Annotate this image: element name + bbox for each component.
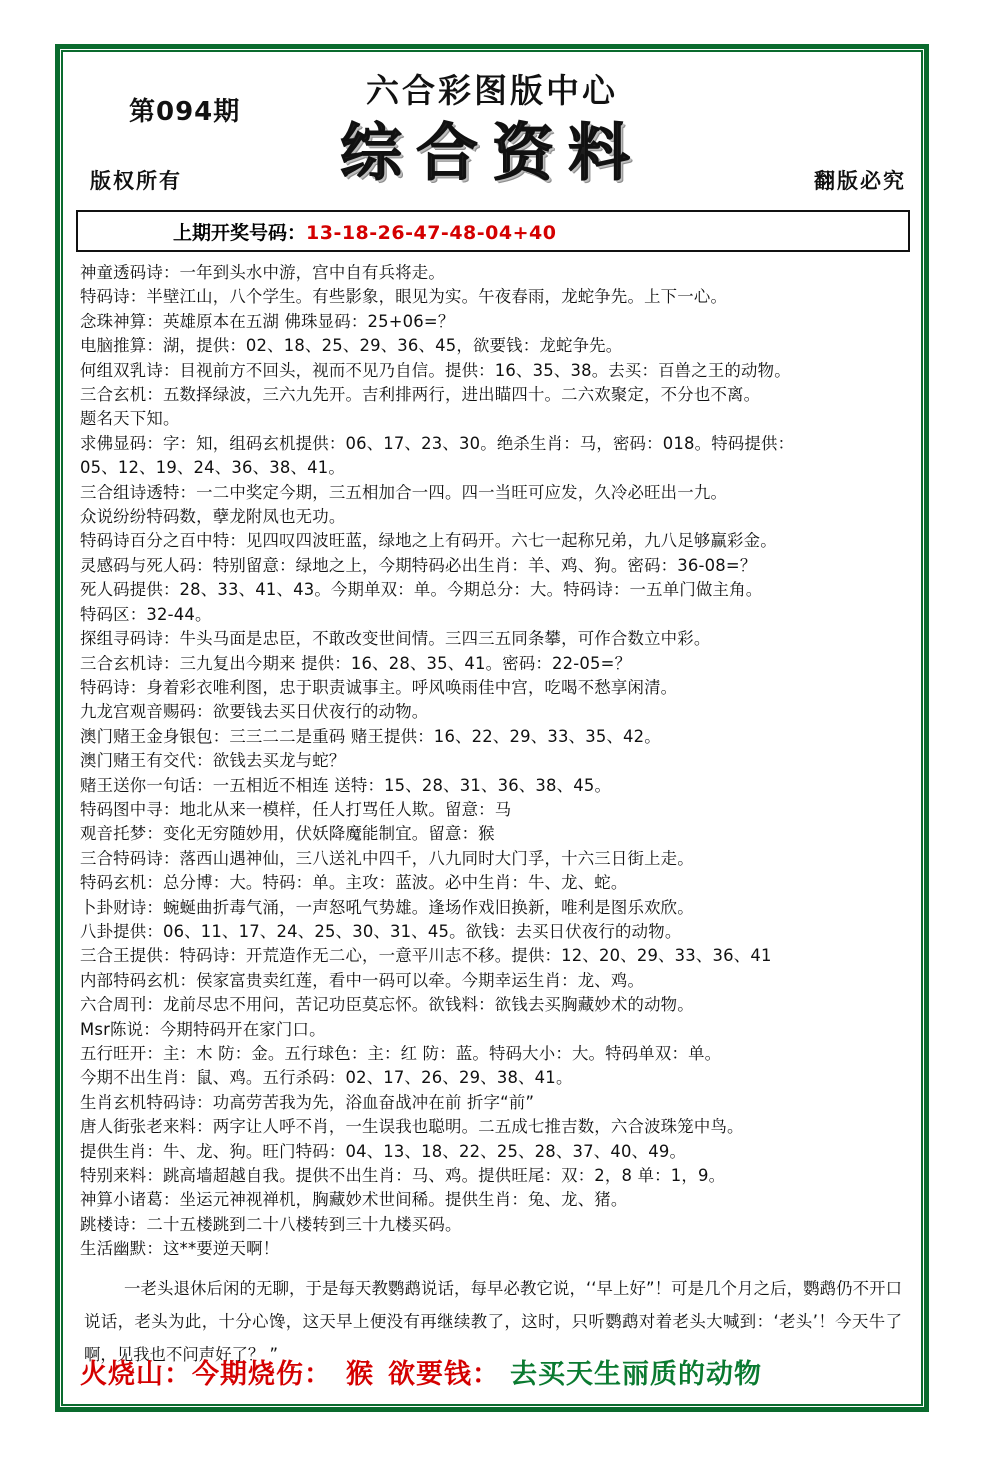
footer-part-4: 欲要钱： <box>388 1359 500 1390</box>
draw-result-numbers: 13-18-26-47-48-04+40 <box>306 221 557 244</box>
content-line: 提供生肖：牛、龙、狗。旺门特码：04、13、18、22、25、28、37、40、49。 <box>80 1141 687 1161</box>
content-line: 澳门赌王有交代：欲钱去买龙与蛇？ <box>80 751 346 771</box>
content-line: 众说纷纷特码数，孽龙附凤也无功。 <box>80 507 346 527</box>
content-line: 三合玄机：五数择绿波，三六九先开。吉利排两行，进出瞄四十。二六欢聚定，不分也不离。 <box>80 385 761 405</box>
content-line: 特码诗：身着彩衣唯利图，忠于职责诚事主。呼风唤雨佳中宫，吃喝不愁享闲清。 <box>80 677 678 697</box>
content-line: 求佛显码：字：知，组码玄机提供：06、17、23、30。绝杀生肖：马，密码：018。特码提供： <box>80 433 795 453</box>
content-line: 三合王提供：特码诗：开荒造作无二心，一意平川志不移。提供：12、20、29、33、36、41 <box>80 946 772 966</box>
content-line: 神童透码诗：一年到头水中游，宫中自有兵将走。 <box>80 263 445 282</box>
content-line: 特码图中寻：地北从来一模样，任人打骂任人欺。留意：马 <box>80 799 512 819</box>
content-line: 特码诗：半壁江山，八个学生。有些影象，眼见为实。午夜春雨，龙蛇争先。上下一心。 <box>80 287 728 307</box>
content-line: 电脑推算：湖，提供：02、18、25、29、36、45，欲要钱：龙蛇争先。 <box>80 336 623 356</box>
page-content <box>66 55 918 1401</box>
content-line: 何组双乳诗：目视前方不回头，视而不见乃自信。提供：16、35、38。去买：百兽之王的动物。 <box>80 360 791 380</box>
site-title: 六合彩图版中心 <box>366 71 618 110</box>
content-line: 念珠神算：英雄原本在五湖 佛珠显码：25+06=？ <box>80 311 455 331</box>
content-line: Msr陈说：今期特码开在家门口。 <box>80 1019 326 1039</box>
footer-part-3: 猴 <box>346 1359 374 1390</box>
draw-result-label: 上期开奖号码： <box>173 221 307 244</box>
content-line: 特码诗百分之百中特：见四叹四波旺蓝，绿地之上有码开。六七一起称兄弟，九八足够赢彩金。 <box>80 531 777 551</box>
content-line: 六合周刊：龙前尽忠不用问，苦记功臣莫忘怀。欲钱料：欲钱去买胸藏妙术的动物。 <box>80 995 694 1015</box>
copyright-notice: 版权所有 <box>90 169 182 193</box>
content-line: 生肖玄机特码诗：功高劳苦我为先，浴血奋战冲在前 折字“前” <box>80 1092 535 1112</box>
footer-part-2: 今期烧伤： <box>192 1359 332 1390</box>
content-line: 三合组诗透特：一二中奖定今期，三五相加合一四。四一当旺可应发，久冷必旺出一九。 <box>80 482 728 502</box>
content-line: 五行旺开：主：木 防：金。五行球色：主：红 防：蓝。特码大小：大。特码单双：单。 <box>80 1044 722 1063</box>
content-line: 澳门赌王金身银包：三三二二是重码 赌王提供：16、22、29、33、35、42。 <box>80 726 661 746</box>
content-line: 神算小诸葛：坐运元神视禅机，胸藏妙术世间稀。提供生肖：兔、龙、猪。 <box>80 1190 628 1210</box>
content-line: 三合特码诗：落西山遇神仙，三八送礼中四千，八九同时大门孚，十六三日街上走。 <box>80 848 694 868</box>
draw-result-box <box>76 210 910 252</box>
content-line: 跳楼诗：二十五楼跳到二十八楼转到三十九楼买码。 <box>80 1214 462 1234</box>
content-line: 八卦提供：06、11、17、24、25、30、31、45。欲钱：去买日伏夜行的动物。 <box>80 921 682 941</box>
reprint-notice: 翻版必究 <box>814 169 906 193</box>
content-line: 赌王送你一句话：一五相近不相连 送特：15、28、31、36、38、45。 <box>80 775 612 795</box>
page-header <box>66 55 918 210</box>
content-line: 灵感码与死人码：特别留意：绿地之上，今期特码必出生肖：羊、鸡、狗。密码：36-08=？ <box>80 555 757 575</box>
footer-banner <box>80 1352 908 1391</box>
content-line: 观音托梦：变化无穷随妙用，伏妖降魔能制宜。留意：猴 <box>80 824 495 844</box>
content-line: 题名天下知。 <box>80 409 180 429</box>
content-line: 特码区：32-44。 <box>80 604 212 624</box>
content-line: 05、12、19、24、36、38、41。 <box>80 458 345 478</box>
content-line: 卜卦财诗：蜿蜒曲折毒气涌，一声怒吼气势雄。逢场作戏旧换新，唯利是图乐欢欣。 <box>80 897 694 917</box>
content-line: 三合玄机诗：三九复出今期来 提供：16、28、35、41。密码：22-05=？ <box>80 653 632 673</box>
joke-paragraph: 一老头退休后闲的无聊，于是每天教鹦鹉说话，每早必教它说，‘‘早上好”！可是几个月之后，鹦鹉仍不开口说话，老头为此，十分心馋，这天早上便没有再继续教了，这时，只听鹦鹉对着老头大喊到：‘老头’！今天牛了啊，见我也不问声好了？ ” <box>84 1278 902 1364</box>
draw-result-text <box>78 218 556 245</box>
content-lines <box>66 261 918 1262</box>
content-line: 九龙宫观音赐码：欲要钱去买日伏夜行的动物。 <box>80 702 429 722</box>
content-line: 死人码提供：28、33、41、43。今期单双：单。今期总分：大。特码诗：一五单门做主角。 <box>80 580 763 600</box>
issue-number: 第094期 <box>129 97 241 127</box>
content-line: 生活幽默：这**要逆天啊！ <box>80 1239 280 1259</box>
content-line: 特别来料：跳高墙超越自我。提供不出生肖：马、鸡。提供旺尾：双：2，8 单：1，9。 <box>80 1166 726 1186</box>
content-line: 今期不出生肖：鼠、鸡。五行杀码：02、17、26、29、38、41。 <box>80 1068 573 1088</box>
footer-part-5: 去买天生丽质的动物 <box>510 1359 762 1390</box>
content-line: 内部特码玄机：侯家富贵卖红莲，看中一码可以牵。今期幸运生肖：龙、鸡。 <box>80 970 645 990</box>
content-line: 特码玄机：总分博：大。特码：单。主攻：蓝波。必中生肖：牛、龙、蛇。 <box>80 873 628 893</box>
footer-part-1: 火烧山： <box>80 1359 192 1390</box>
page-title: 综合资料 <box>339 116 644 189</box>
content-line: 唐人街张老来料：两字让人呼不肖，一生误我也聪明。二五成七推吉数，六合波珠笼中鸟。 <box>80 1117 744 1137</box>
content-line: 探组寻码诗：牛头马面是忠臣，不敢改变世间情。三四三五同条攀，可作合数立中彩。 <box>80 629 711 649</box>
